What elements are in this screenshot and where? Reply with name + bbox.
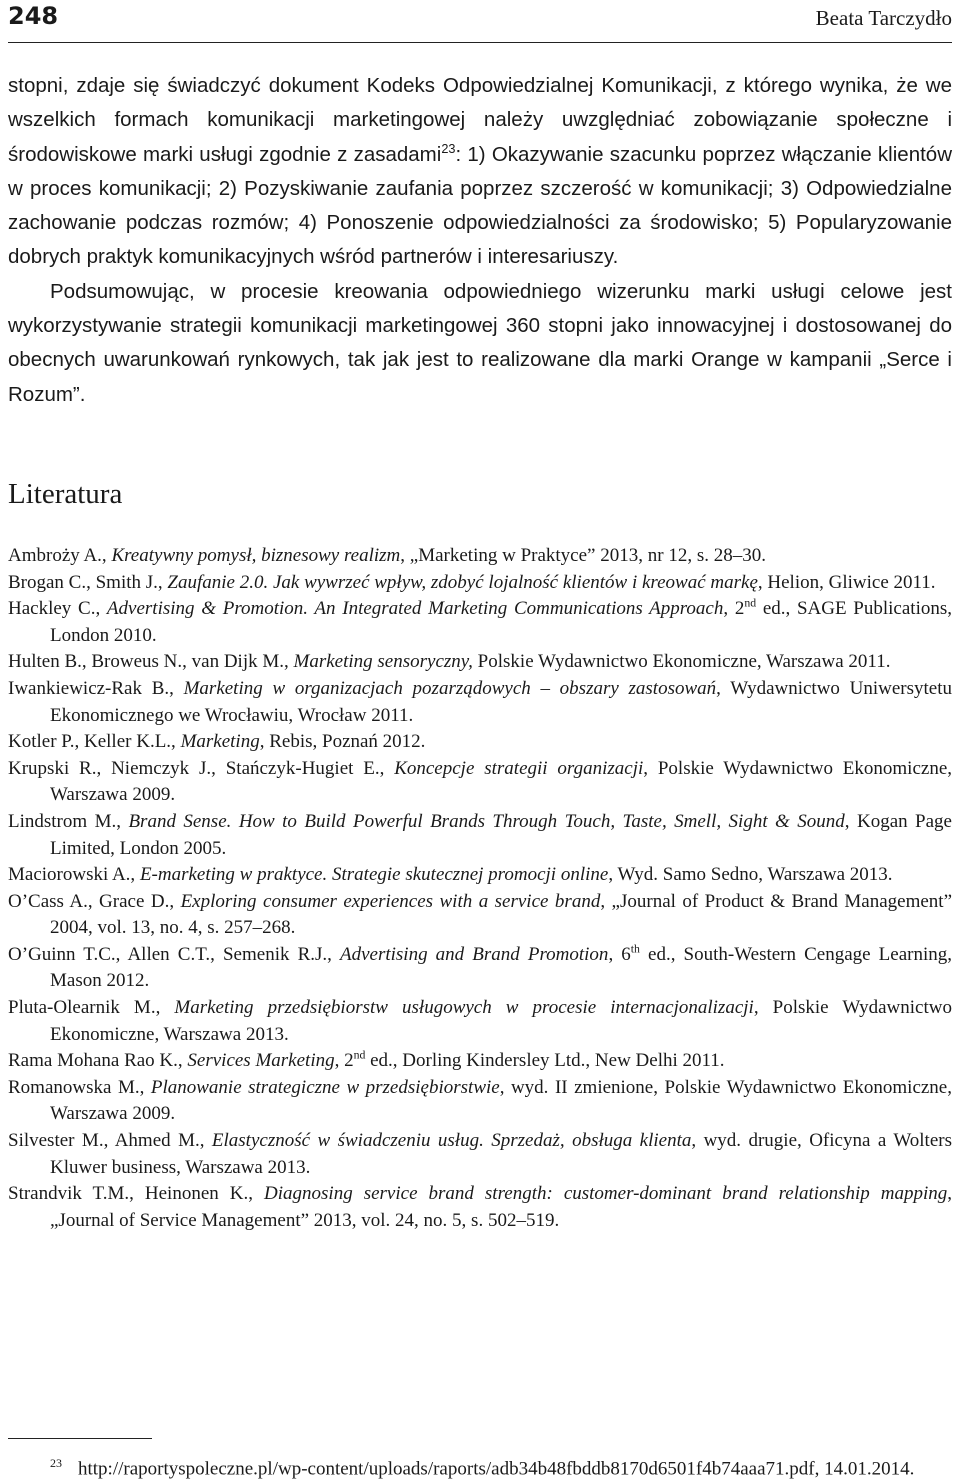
reference-authors: Brogan C., Smith J., bbox=[8, 571, 168, 593]
reference-title: Elastyczność w świadczeniu usług. Sprzedaż, obsługa klienta bbox=[211, 1130, 692, 1152]
reference-details: ed., South-Western Cengage Learning, Mason 2012. bbox=[50, 943, 952, 992]
reference-authors: O’Cass A., Grace D., bbox=[8, 890, 181, 912]
reference-authors: Strandvik T.M., Heinonen K., bbox=[8, 1183, 265, 1205]
reference-title: Brand Sense. How to Build Powerful Brands Through Touch, Taste, Smell, Sight & Sound bbox=[128, 810, 845, 832]
reference-title: Marketing sensoryczny, bbox=[293, 651, 473, 673]
page-header bbox=[8, 0, 952, 43]
reference-title: Marketing w organizacjach pozarządowych – obszary zastosowań bbox=[183, 677, 717, 699]
reference-title: Planowanie strategiczne w przedsiębiorstwie bbox=[150, 1076, 500, 1098]
edition-ordinal: nd bbox=[744, 596, 757, 610]
reference-details: , „Journal of Product & Brand Management” 2004, vol. 13, no. 4, s. 257–268. bbox=[50, 890, 953, 939]
body-text bbox=[8, 69, 952, 412]
reference-details: , Kogan Page Limited, London 2005. bbox=[50, 810, 952, 859]
reference-title: Diagnosing service brand strength: customer-dominant brand relationship mapping bbox=[264, 1183, 948, 1205]
reference-entry bbox=[8, 676, 952, 729]
reference-entry bbox=[8, 570, 952, 597]
page-number: 248 bbox=[8, 2, 59, 30]
reference-title: Advertising and Brand Promotion bbox=[339, 943, 609, 965]
reference-authors: Hackley C., bbox=[8, 598, 107, 620]
reference-title: E-marketing w praktyce. Strategie skutecznej promocji online bbox=[139, 864, 609, 886]
reference-details: , Wydawnictwo Uniwersytetu Ekonomicznego we Wrocławiu, Wrocław 2011. bbox=[50, 677, 953, 726]
page bbox=[8, 0, 952, 1234]
reference-entry bbox=[8, 889, 952, 942]
reference-authors: Kotler P., Keller K.L., bbox=[8, 731, 181, 753]
reference-title: Marketing przedsiębiorstw usługowych w procesie internacjonalizacji bbox=[174, 997, 754, 1019]
reference-authors: Iwankiewicz-Rak B., bbox=[8, 677, 184, 699]
reference-entry bbox=[8, 1075, 952, 1128]
paragraph-text: : 1) Okazywanie szacunku poprzez włączanie klientów w proces komunikacji; 2) Pozyskiwanie zaufania poprzez szczerość w komunikacji; 3) Odpowiedzialne zachowanie podczas rozmów; 4) Ponoszenie odpowiedzialności za środowisko; 5) Popularyzowanie dobrych praktyk komunikacyjnych wśród partnerów i interesariuszy. bbox=[8, 142, 952, 269]
reference-entry bbox=[8, 995, 952, 1048]
paragraph-principles bbox=[8, 69, 952, 275]
footnote-url[interactable]: http://raportyspoleczne.pl/wp-content/uploads/raports/adb34b48fbddb8170d6501f4b74aaa71.pdf, 14.01.2014. bbox=[78, 1458, 915, 1480]
reference-authors: Ambroży A., bbox=[8, 544, 112, 566]
reference-title: Exploring consumer experiences with a service brand bbox=[180, 890, 601, 912]
reference-details: , Helion, Gliwice 2011. bbox=[757, 571, 936, 593]
reference-entry bbox=[8, 649, 952, 676]
footnote-number: 23 bbox=[50, 1456, 62, 1470]
reference-authors: Silvester M., Ahmed M., bbox=[8, 1130, 212, 1152]
reference-title: Zaufanie 2.0. Jak wywrzeć wpływ, zdobyć lojalność klientów i kreować markę bbox=[167, 571, 758, 593]
reference-entry bbox=[8, 942, 952, 995]
footnote-reference[interactable]: 23 bbox=[441, 140, 456, 156]
reference-entry bbox=[8, 543, 952, 570]
reference-details: , 6 bbox=[608, 943, 631, 965]
reference-details: ed., Dorling Kindersley Ltd., New Delhi 2011. bbox=[365, 1050, 725, 1072]
paragraph-text: stopni, zdaje się świadczyć dokument Kodeks Odpowiedzialnej Komunikacji, z którego wynika, że we wszelkich formach komunikacji marketingowej należy uwzględniać zobowiązanie społeczne i środowiskowe marki usługi zgodnie z zasadami bbox=[8, 74, 952, 166]
reference-entry bbox=[8, 596, 952, 649]
edition-ordinal: th bbox=[630, 942, 640, 956]
reference-list bbox=[8, 543, 952, 1234]
reference-authors: Pluta-Olearnik M., bbox=[8, 997, 175, 1019]
reference-entry bbox=[8, 809, 952, 862]
reference-title: Advertising & Promotion. An Integrated Marketing Communications Approach bbox=[106, 598, 724, 620]
reference-entry bbox=[8, 1128, 952, 1181]
paragraph-summary: Podsumowując, w procesie kreowania odpowiedniego wizerunku marki usługi celowe jest wykorzystywanie strategii komunikacji marketingowej 360 stopni jako innowacyjnej i dostosowanej do obecnych uwarunkowań rynkowych, tak jak jest to realizowane dla marki Orange w kampanii „Serce i Rozum”. bbox=[8, 279, 952, 406]
footnote-divider bbox=[8, 1438, 152, 1439]
reference-details: , wyd. drugie, Oficyna a Wolters Kluwer business, Warszawa 2013. bbox=[50, 1130, 952, 1178]
reference-details: , 2 bbox=[334, 1050, 354, 1072]
reference-details: , wyd. II zmienione, Polskie Wydawnictwo Ekonomiczne, Warszawa 2009. bbox=[50, 1076, 952, 1125]
reference-entry bbox=[8, 729, 952, 756]
reference-details: , 2 bbox=[723, 598, 745, 620]
reference-details: ed., SAGE Publications, London 2010. bbox=[50, 598, 953, 646]
reference-details: , Polskie Wydawnictwo Ekonomiczne, Warszawa 2013. bbox=[50, 997, 952, 1045]
reference-title: Koncepcje strategii organizacji bbox=[394, 757, 644, 779]
reference-entry bbox=[8, 1181, 952, 1234]
reference-entry bbox=[8, 1048, 952, 1075]
reference-authors: Maciorowski A., bbox=[8, 864, 140, 886]
reference-details: , Wyd. Samo Sedno, Warszawa 2013. bbox=[608, 864, 893, 886]
reference-entry bbox=[8, 756, 952, 809]
reference-authors: O’Guinn T.C., Allen C.T., Semenik R.J., bbox=[8, 943, 340, 965]
reference-entry bbox=[8, 862, 952, 889]
reference-title: Marketing bbox=[180, 731, 260, 753]
reference-authors: Hulten B., Broweus N., van Dijk M., bbox=[8, 651, 294, 673]
reference-details: , „Journal of Service Management” 2013, vol. 24, no. 5, s. 502–519. bbox=[50, 1183, 952, 1231]
reference-details: , Polskie Wydawnictwo Ekonomiczne, Warszawa 2009. bbox=[50, 757, 953, 806]
reference-details: , „Marketing w Praktyce” 2013, nr 12, s. 28–30. bbox=[400, 544, 766, 566]
edition-ordinal: nd bbox=[353, 1048, 366, 1062]
reference-authors: Rama Mohana Rao K., bbox=[8, 1050, 188, 1072]
reference-details: , Rebis, Poznań 2012. bbox=[259, 731, 426, 753]
literature-heading: Literatura bbox=[8, 477, 123, 510]
reference-authors: Krupski R., Niemczyk J., Stańczyk-Hugiet E., bbox=[8, 757, 395, 779]
reference-title: Services Marketing bbox=[187, 1050, 335, 1072]
reference-authors: Lindstrom M., bbox=[8, 810, 129, 832]
reference-authors: Romanowska M., bbox=[8, 1076, 151, 1098]
reference-title: Kreatywny pomysł, biznesowy realizm bbox=[111, 544, 401, 566]
footnote bbox=[8, 1450, 952, 1482]
reference-details: Polskie Wydawnictwo Ekonomiczne, Warszawa 2011. bbox=[472, 651, 891, 673]
running-head-author: Beata Tarczydło bbox=[815, 6, 952, 30]
